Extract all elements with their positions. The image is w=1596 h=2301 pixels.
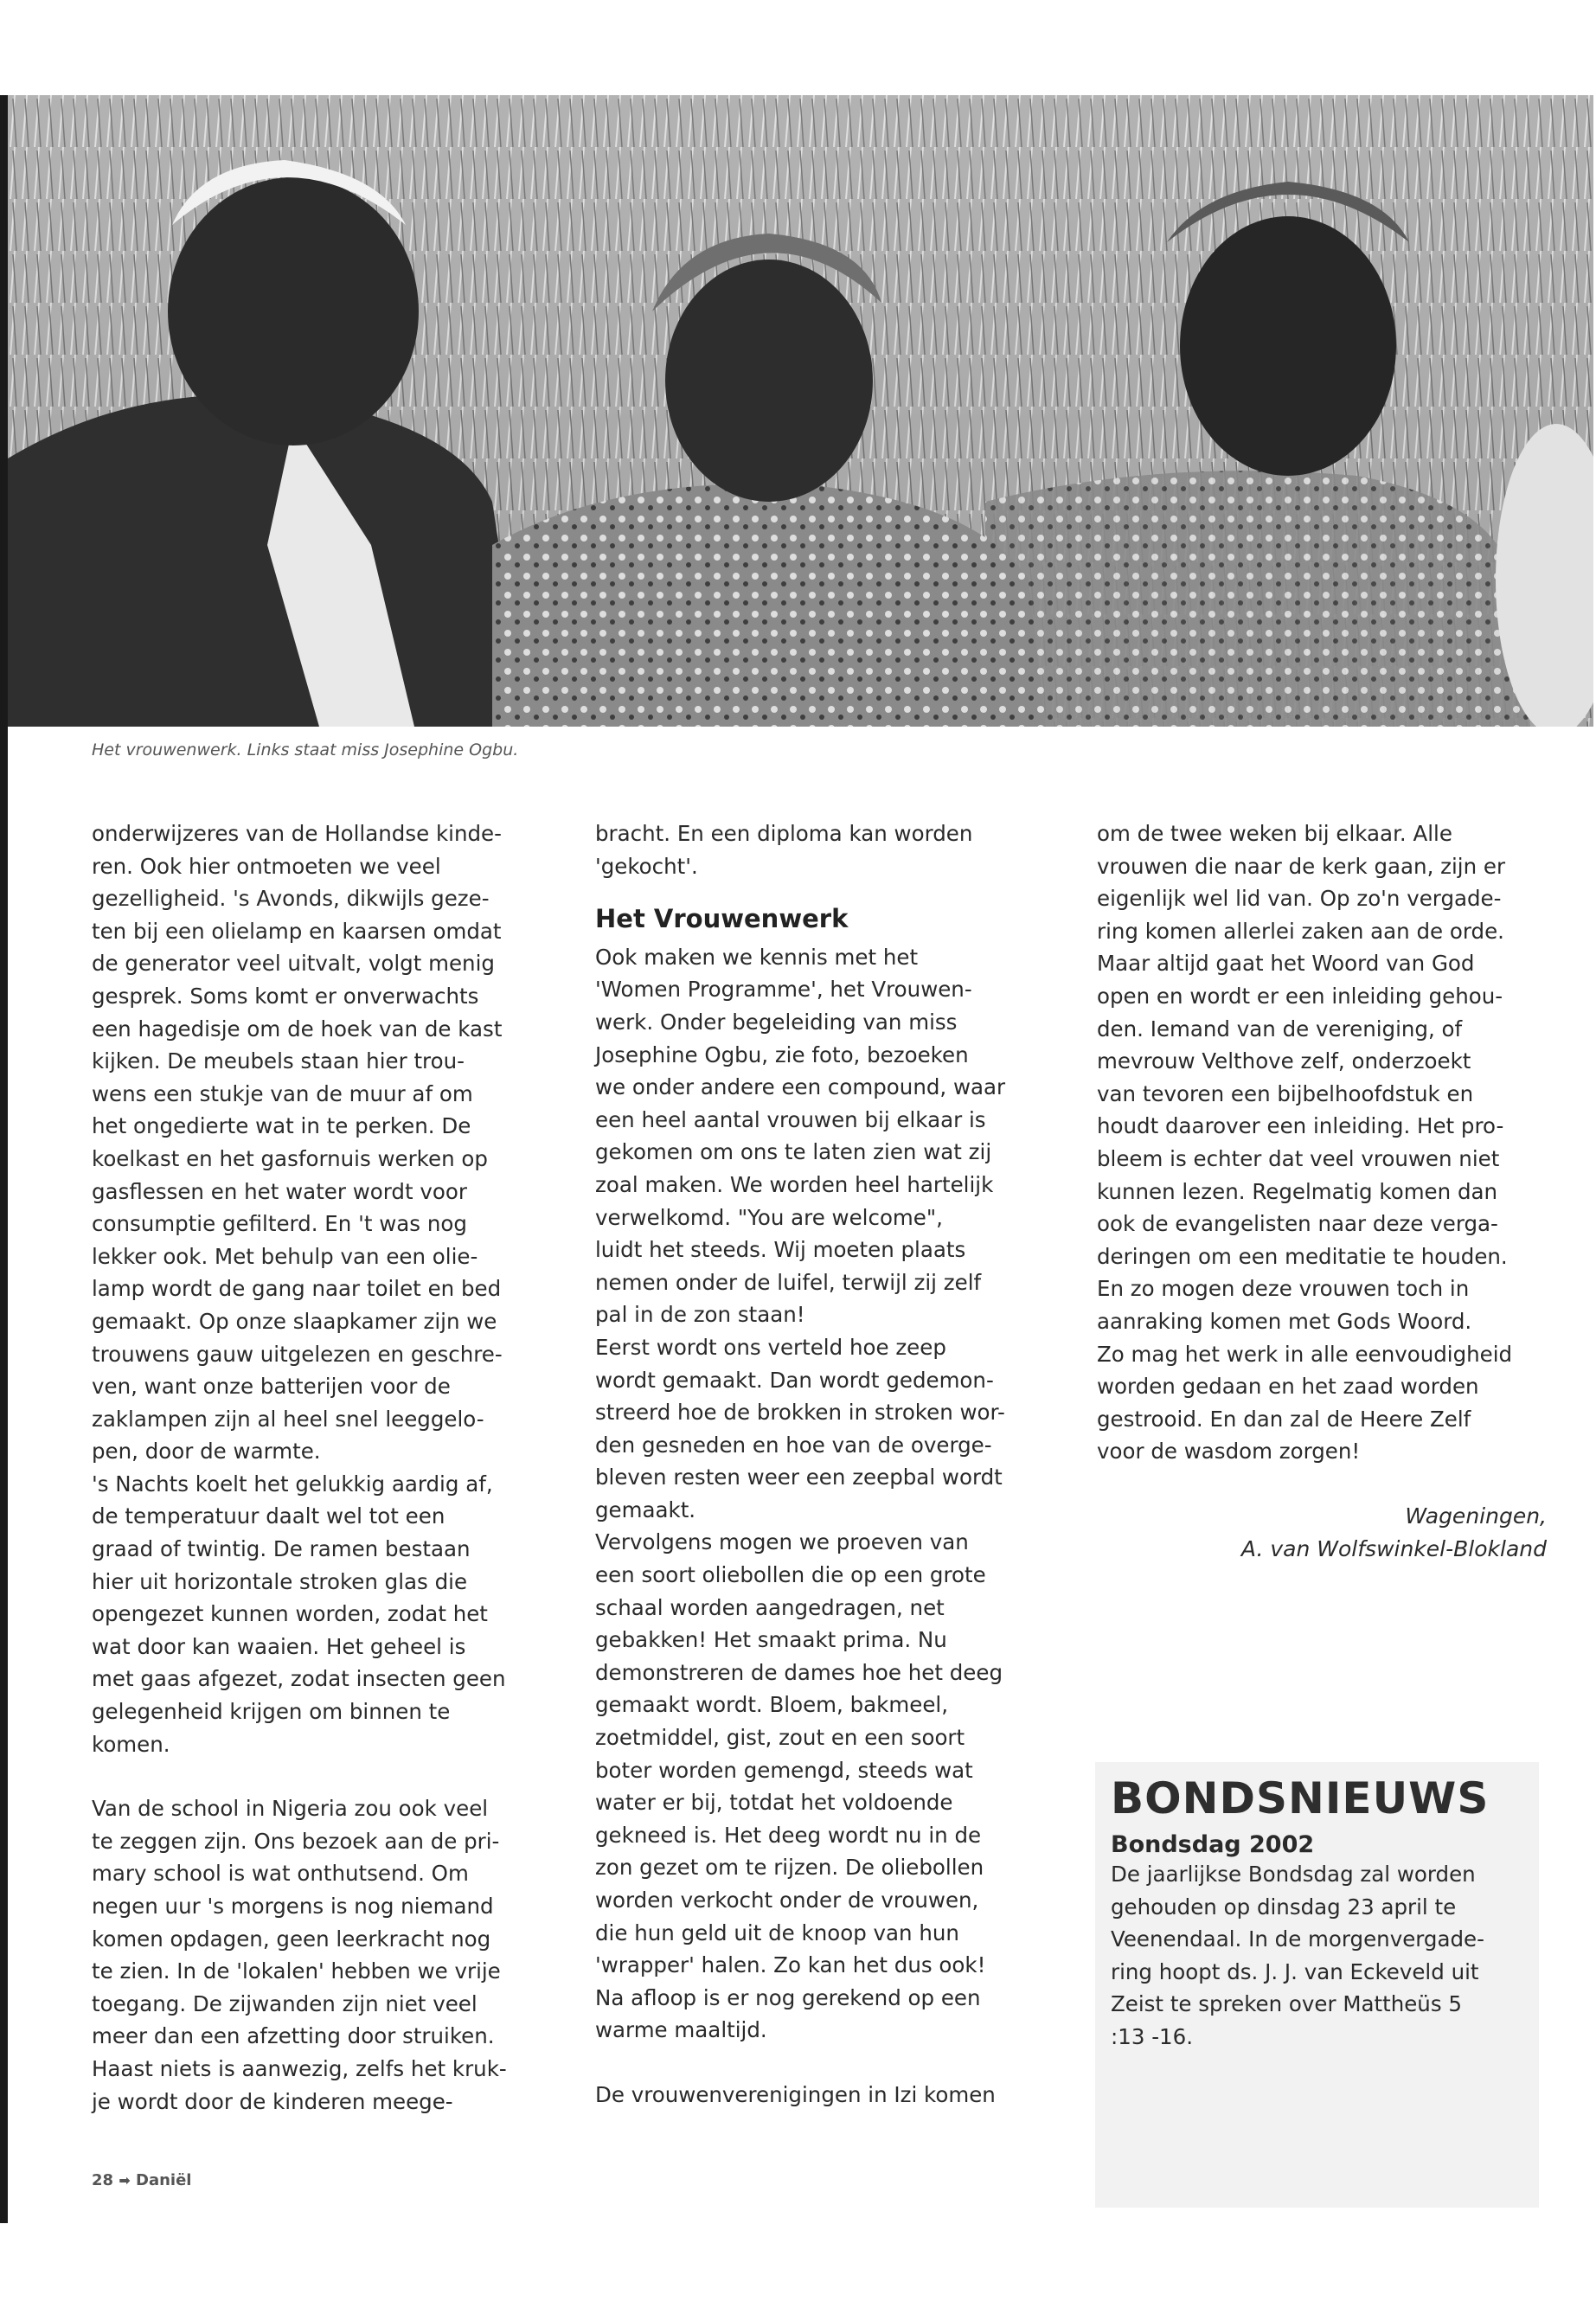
photo-caption: Het vrouwenwerk. Links staat miss Josephine Ogbu.: [92, 740, 519, 760]
article-column-2: [595, 817, 1045, 2112]
author-signoff: Wageningen, A. van Wolfswinkel-Blokland: [1240, 1503, 1547, 1561]
paragraph-spacer: [92, 1760, 542, 1792]
column2-intro: bracht. En een diploma kan worden 'gekocht'.: [595, 821, 973, 879]
column2-paragraph-2: De vrouwenverenigingen in Izi komen: [595, 2081, 996, 2107]
bondsnieuws-text: De jaarlijkse Bondsdag zal worden gehouden op dinsdag 23 april te Veenendaal. In de morgenvergade- ring hoopt ds. J. J. van Eckeveld uit Zeist te spreken over Mattheüs 5 :13 -16.: [1111, 1862, 1484, 2049]
column3-paragraph-1: om de twee weken bij elkaar. Alle vrouwen die naar de kerk gaan, zijn er eigenlijk wel lid van. Op zo'n vergade- ring komen allerlei zaken aan de orde. Maar altijd gaat het Woord van God open en wordt er een inleiding gehou- den. Iemand van de vereniging, of mevrouw Velthove zelf, onderzoekt van tevoren een bijbelhoofdstuk en houdt daarover een inleiding. Het pro- bleem is echter dat veel vrouwen niet kunnen lezen. Regelmatig komen dan ook de evangelisten naar deze verga- deringen om een meditatie te houden. En zo mogen deze vrouwen toch in aanraking komen met Gods Woord. Zo mag het werk in alle eenvoudigheid worden gedaan en het zaad worden gestrooid. En dan zal de Heere Zelf voor de wasdom zorgen!: [1097, 821, 1513, 1465]
article-photo: [8, 95, 1593, 727]
arrow-icon: ➡: [119, 2172, 131, 2189]
column1-paragraph-1: onderwijzeres van de Hollandse kinde- ren. Ook hier ontmoeten we veel gezelligheid. 's Avonds, dikwijls geze- ten bij een olielamp en kaarsen omdat de generator veel uitvalt, volgt menig gesprek. Soms komt er onverwachts een hagedisje om de hoek van de kast kijken. De meubels staan hier trou- wens een stukje van de muur af om het ongedierte wat in te perken. De koelkast en het gasfornuis werken op gasflessen en het water wordt voor consumptie gefilterd. En 't was nog lekker ook. Met behulp van een olie- lamp wordt de gang naar toilet en bed gemaakt. Op onze slaapkamer zijn we trouwens gauw uitgelezen en geschre- ven, want onze batterijen voor de zaklampen zijn al heel snel leeggelo- pen, door de warmte. 's Nachts koelt het gelukkig aardig af, de temperatuur daalt wel tot een graad of twintig. De ramen bestaan hier uit horizontale stroken glas die opengezet kunnen worden, zodat het wat door kan waaien. Het geheel is met gaas afgezet, zodat insecten geen gelegenheid krijgen om binnen te komen.: [92, 821, 506, 1757]
bondsnieuws-title: BONDSNIEUWS: [1111, 1773, 1490, 1823]
page-number: 28: [92, 2171, 114, 2189]
bondsnieuws-box: [1095, 1762, 1539, 2208]
column2-paragraph-1: Ook maken we kennis met het 'Women Programme', het Vrouwen- werk. Onder begeleiding van miss Josephine Ogbu, zie foto, bezoeken we onder andere een compound, waar een heel aantal vrouwen bij elkaar is gekomen om ons te laten zien wat zij zoal maken. We worden heel hartelijk verwelkomd. "You are welcome", luidt het steeds. Wij moeten plaats nemen onder de luifel, terwijl zij zelf pal in de zon staan! Eerst wordt ons verteld hoe zeep wordt gemaakt. Dan wordt gedemon- streerd hoe de brokken in stroken wor- den gesneden en hoe van de overge- bleven resten weer een zeepbal wordt gemaakt. Vervolgens mogen we proeven van een soort oliebollen die op een grote schaal worden aangedragen, net gebakken! Het smaakt prima. Nu demonstreren de dames hoe het deeg gemaakt wordt. Bloem, bakmeel, zoetmiddel, gist, zout en een soort boter worden gemengd, steeds wat water er bij, totdat het voldoende gekneed is. Het deeg wordt nu in de zon gezet om te rijzen. De oliebollen worden verkocht onder de vrouwen, die hun geld uit de knoop van hun 'wrapper' halen. Zo kan het dus ook! Na afloop is er nog gerekend op een warme maaltijd.: [595, 944, 1006, 2043]
magazine-name: Daniël: [136, 2171, 192, 2189]
section-heading-vrouwenwerk: Het Vrouwenwerk: [595, 904, 849, 934]
article-column-3: [1097, 817, 1547, 1566]
page-edge-rule: [0, 95, 8, 2223]
paragraph-spacer: [595, 2047, 1045, 2079]
photo-illustration: [8, 95, 1593, 727]
article-column-1: [92, 817, 542, 2118]
page-footer: [92, 2171, 191, 2189]
column1-paragraph-2: Van de school in Nigeria zou ook veel te zeggen zijn. Ons bezoek aan de pri- mary school is wat onthutsend. Om negen uur 's morgens is nog niemand komen opdagen, geen leerkracht nog te zien. In de 'lokalen' hebben we vrije toegang. De zijwanden zijn niet veel meer dan een afzetting door struiken. Haast niets is aanwezig, zelfs het kruk- je wordt door de kinderen meege-: [92, 1796, 507, 2114]
bondsnieuws-subtitle: Bondsdag 2002: [1111, 1831, 1315, 1858]
